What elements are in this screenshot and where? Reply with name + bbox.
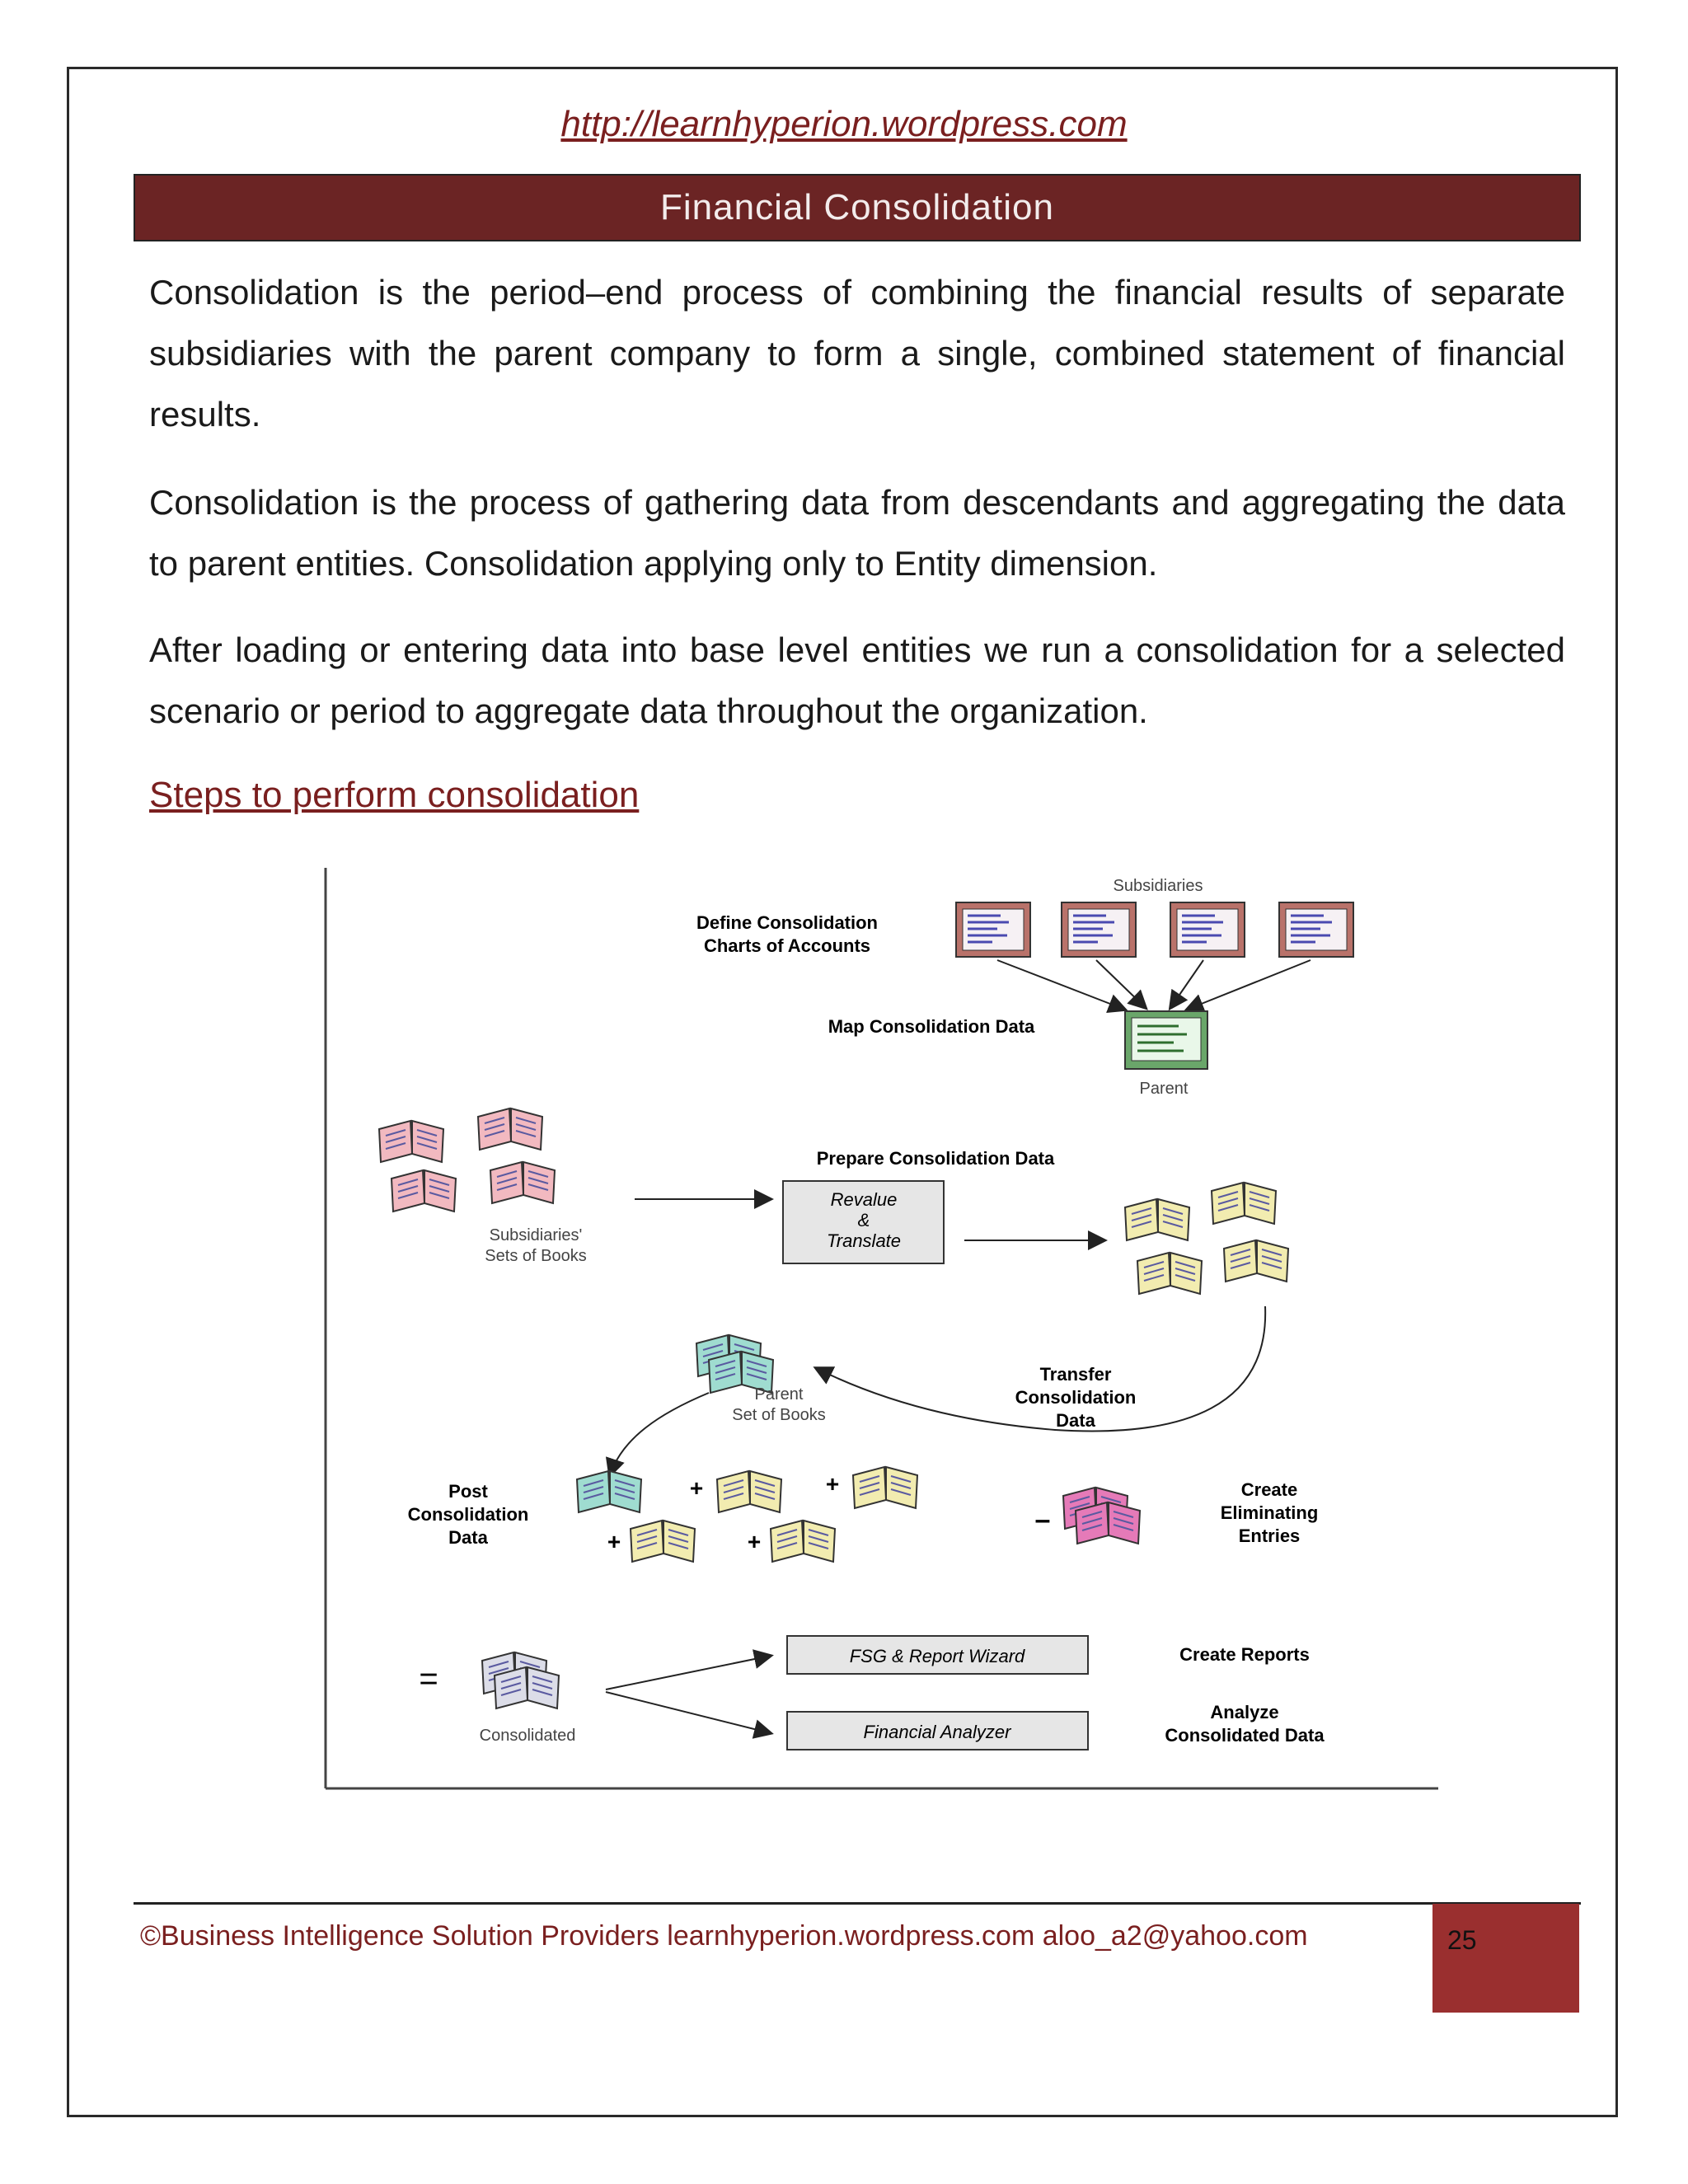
subsidiary-screen-icon (956, 902, 1030, 957)
label-transfer-consolidation: Consolidation (1015, 1387, 1137, 1408)
consolidation-diagram (313, 837, 1451, 1805)
label-sets-of-books: Sets of Books (485, 1247, 587, 1265)
label-transfer-data: Data (1056, 1410, 1095, 1431)
section-title-banner: Financial Consolidation (134, 174, 1581, 241)
plus-sign: + (689, 1475, 704, 1501)
subsidiary-books-icon (379, 1108, 555, 1212)
label-charts-of-accounts: Charts of Accounts (703, 935, 871, 956)
plus-sign: + (825, 1471, 840, 1497)
footer-divider (134, 1902, 1581, 1905)
equals-sign: = (419, 1661, 438, 1697)
label-create: Create (1240, 1479, 1298, 1500)
parent-screen-icon (1125, 1011, 1207, 1069)
page-number: 25 (1447, 1925, 1477, 1955)
plus-sign: + (607, 1529, 621, 1554)
label-translate: Translate (826, 1230, 902, 1251)
label-eliminating: Eliminating (1220, 1502, 1319, 1523)
paragraph-consolidation-definition: Consolidation is the period–end process of combining the financial results of separate subsidiaries with the parent company to form a single, combined statement of financial results. (149, 273, 1565, 434)
steps-heading-link[interactable]: Steps to perform consolidation (149, 775, 640, 815)
paragraph-consolidation-process: Consolidation is the process of gathering data from descendants and aggregating the data to parent entities. Consolidation applying only to Entity dimension. (149, 483, 1565, 583)
label-consolidated: Consolidated (479, 1727, 576, 1745)
label-parent: Parent (1139, 1080, 1189, 1098)
label-set-of-books: Set of Books (732, 1406, 826, 1424)
label-entries: Entries (1238, 1526, 1301, 1546)
label-post: Post (448, 1481, 488, 1502)
label-prepare-consolidation-data: Prepare Consolidation Data (816, 1148, 1055, 1169)
header-url-link[interactable]: http://learnhyperion.wordpress.com (560, 104, 1128, 144)
subsidiary-screen-icon (1170, 902, 1245, 957)
paragraph-consolidation-run: After loading or entering data into base level entities we run a consolidation for a selected scenario or period to aggregate data throughout the organization. (149, 630, 1565, 730)
eliminating-books-icon (1063, 1488, 1140, 1544)
label-map-consolidation-data: Map Consolidation Data (828, 1016, 1035, 1037)
minus-sign: – (1034, 1504, 1051, 1535)
label-subsidiaries-books: Subsidiaries' (489, 1226, 583, 1244)
label-parent-books: Parent (754, 1385, 804, 1404)
parent-books-icon (696, 1335, 773, 1393)
label-create-reports: Create Reports (1179, 1644, 1310, 1665)
label-analyze-consolidated-data: Consolidated Data (1165, 1725, 1325, 1746)
label-financial-analyzer: Financial Analyzer (863, 1722, 1011, 1742)
consolidated-books-icon (482, 1652, 559, 1708)
label-ampersand: & (857, 1210, 870, 1230)
label-post-consolidation: Consolidation (407, 1504, 529, 1525)
label-transfer: Transfer (1039, 1364, 1112, 1385)
label-post-data: Data (448, 1527, 488, 1548)
label-subsidiaries: Subsidiaries (1113, 877, 1203, 895)
subsidiary-screen-icon (1279, 902, 1353, 957)
plus-sign: + (747, 1529, 762, 1554)
subsidiary-screen-icon (1062, 902, 1136, 957)
footer-copyright: ©Business Intelligence Solution Providers learnhyperion.wordpress.com aloo_a2@yahoo.com (140, 1920, 1308, 1952)
label-analyze: Analyze (1210, 1702, 1279, 1722)
label-define-consolidation: Define Consolidation (696, 912, 878, 933)
translated-books-icon (1125, 1183, 1288, 1294)
label-revalue: Revalue (830, 1189, 898, 1210)
label-fsg-report-wizard: FSG & Report Wizard (849, 1646, 1025, 1666)
page-number-box (1432, 1904, 1579, 2013)
